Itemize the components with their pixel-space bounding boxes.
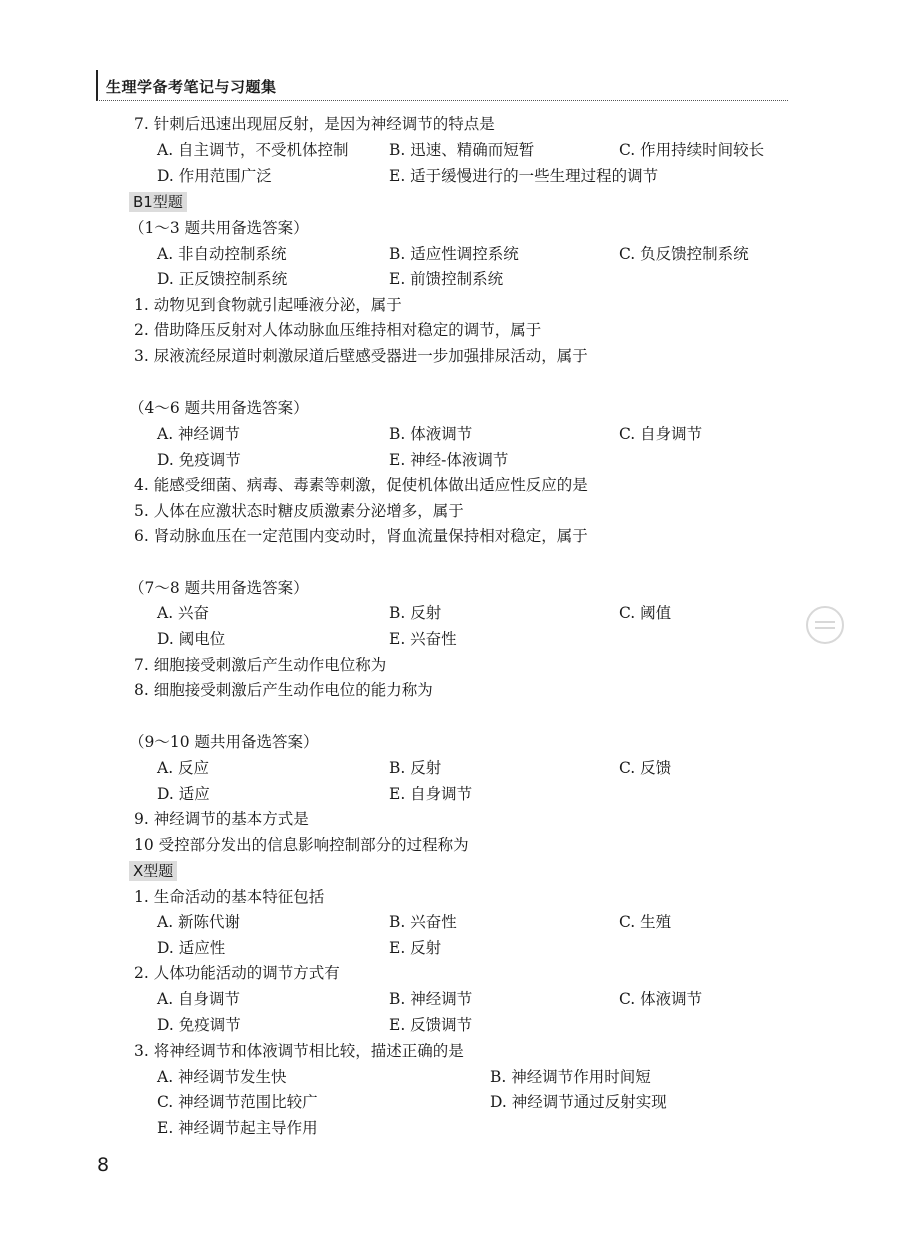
section-title-x: X型题 — [129, 861, 177, 881]
option-c: C. 反馈 — [619, 759, 672, 777]
option-b: B. 兴奋性 — [389, 913, 457, 931]
question-stem: 7. 针刺后迅速出现屈反射，是因为神经调节的特点是 — [134, 115, 495, 133]
question-stem: 8. 细胞接受刺激后产生动作电位的能力称为 — [134, 681, 433, 699]
option-e: E. 反射 — [389, 939, 442, 957]
question-stem: 1. 动物见到食物就引起唾液分泌，属于 — [134, 296, 402, 314]
option-a: A. 神经调节发生快 — [157, 1068, 287, 1086]
option-c: C. 阈值 — [619, 604, 672, 622]
question-stem: 10 受控部分发出的信息影响控制部分的过程称为 — [134, 836, 469, 854]
question-stem: 2. 借助降压反射对人体动脉血压维持相对稳定的调节，属于 — [134, 321, 542, 339]
book-title: 生理学备考笔记与习题集 — [106, 78, 277, 96]
option-c: C. 作用持续时间较长 — [619, 141, 765, 159]
option-d: D. 适应性 — [157, 939, 226, 957]
option-c: C. 自身调节 — [619, 425, 703, 443]
option-d: D. 正反馈控制系统 — [157, 270, 288, 288]
option-b: B. 反射 — [389, 759, 442, 777]
option-e: E. 神经-体液调节 — [389, 451, 509, 469]
option-d: D. 免疫调节 — [157, 1016, 241, 1034]
option-b: B. 迅速、精确而短暂 — [389, 141, 535, 159]
option-e: E. 反馈调节 — [389, 1016, 473, 1034]
option-a: A. 新陈代谢 — [157, 913, 241, 931]
option-e: E. 神经调节起主导作用 — [157, 1119, 318, 1137]
option-c: C. 体液调节 — [619, 990, 703, 1008]
option-b: B. 神经调节作用时间短 — [490, 1068, 651, 1086]
question-stem: 9. 神经调节的基本方式是 — [134, 810, 309, 828]
option-e: E. 兴奋性 — [389, 630, 457, 648]
running-header — [96, 70, 788, 101]
option-a: A. 反应 — [157, 759, 210, 777]
option-b: B. 神经调节 — [389, 990, 473, 1008]
question-stem: 6. 肾动脉血压在一定范围内变动时，肾血流量保持相对稳定，属于 — [134, 527, 588, 545]
watermark-stamp-icon — [806, 606, 844, 644]
group-header: （4～6 题共用备选答案） — [129, 399, 309, 417]
question-stem: 1. 生命活动的基本特征包括 — [134, 888, 325, 906]
option-a: A. 兴奋 — [157, 604, 210, 622]
question-stem: 5. 人体在应激状态时糖皮质激素分泌增多，属于 — [134, 502, 464, 520]
question-stem: 4. 能感受细菌、病毒、毒素等刺激，促使机体做出适应性反应的是 — [134, 476, 588, 494]
group-header: （1～3 题共用备选答案） — [129, 219, 309, 237]
option-a: A. 自身调节 — [157, 990, 241, 1008]
option-d: D. 适应 — [157, 785, 210, 803]
question-stem: 3. 将神经调节和体液调节相比较，描述正确的是 — [134, 1042, 464, 1060]
option-d: D. 神经调节通过反射实现 — [490, 1093, 667, 1111]
option-e: E. 适于缓慢进行的一些生理过程的调节 — [389, 167, 659, 185]
group-header: （7～8 题共用备选答案） — [129, 579, 309, 597]
option-d: D. 作用范围广泛 — [157, 167, 272, 185]
option-a: A. 神经调节 — [157, 425, 241, 443]
option-a: A. 非自动控制系统 — [157, 245, 287, 263]
option-b: B. 适应性调控系统 — [389, 245, 519, 263]
option-d: D. 免疫调节 — [157, 451, 241, 469]
page-number: 8 — [97, 1154, 110, 1176]
option-a: A. 自主调节，不受机体控制 — [157, 141, 349, 159]
option-c: C. 负反馈控制系统 — [619, 245, 749, 263]
section-title-b1: B1型题 — [129, 192, 187, 212]
question-stem: 7. 细胞接受刺激后产生动作电位称为 — [134, 656, 387, 674]
option-e: E. 自身调节 — [389, 785, 473, 803]
question-stem: 3. 尿液流经尿道时刺激尿道后壁感受器进一步加强排尿活动，属于 — [134, 347, 588, 365]
option-d: D. 阈电位 — [157, 630, 226, 648]
option-c: C. 神经调节范围比较广 — [157, 1093, 318, 1111]
group-header: （9～10 题共用备选答案） — [129, 733, 319, 751]
option-b: B. 反射 — [389, 604, 442, 622]
option-b: B. 体液调节 — [389, 425, 473, 443]
question-stem: 2. 人体功能活动的调节方式有 — [134, 964, 340, 982]
option-e: E. 前馈控制系统 — [389, 270, 504, 288]
option-c: C. 生殖 — [619, 913, 672, 931]
